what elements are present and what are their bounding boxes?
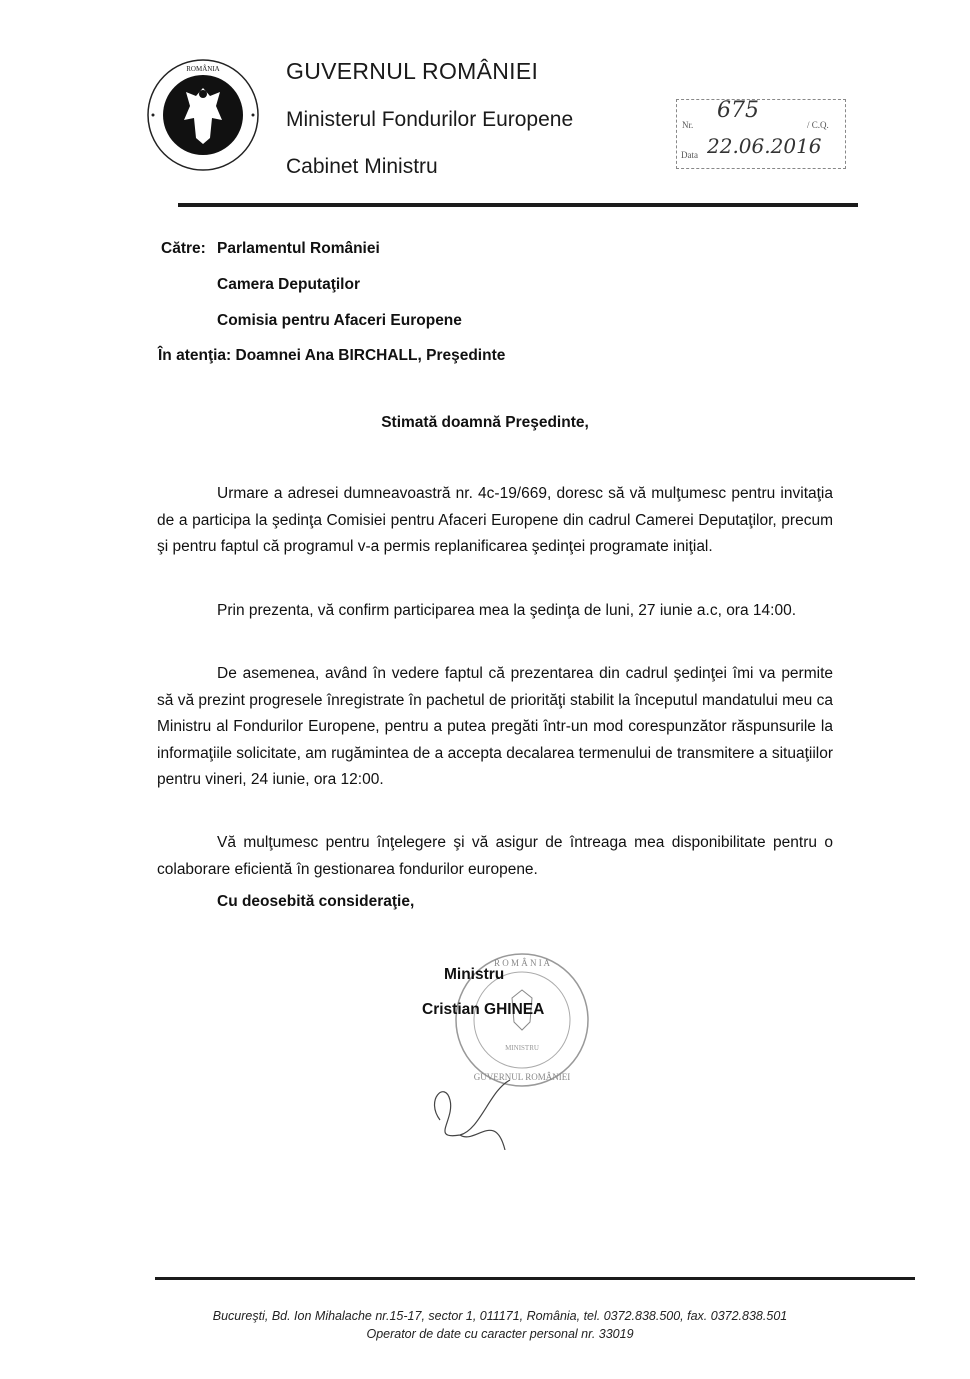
- salutation: Stimată doamnă Preşedinte,: [381, 414, 589, 431]
- registration-suffix: / C.Q.: [807, 120, 829, 130]
- footer-address: Bucureşti, Bd. Ion Mihalache nr.15-17, sector 1, 011171, România, tel. 0372.838.500, fax. 0372.838.501: [212, 1309, 788, 1323]
- ministry-logo-seal-icon: [146, 58, 260, 172]
- date-label: Data: [681, 150, 698, 160]
- government-heading: GUVERNUL ROMÂNIEI: [286, 58, 539, 84]
- signatory-title: Ministru: [444, 966, 505, 983]
- body-paragraph-1: Urmare a adresei dumneavoastră nr. 4c-19/669, doresc să vă mulţumesc pentru invitaţia de a participa la şedinţa Comisiei pentru Afaceri Europene din cadrul Camerei Deputaţilor, precum şi pentru faptul că programul v-a permis replanificarea şedinţei programate iniţial.: [157, 485, 833, 556]
- recipient-line-2: Camera Deputaţilor: [217, 276, 360, 293]
- footer-divider: [155, 1277, 915, 1280]
- body-paragraph-2: Prin prezenta, vă confirm participarea mea la şedinţa de luni, 27 iunie a.c, ora 14:00.: [217, 602, 796, 619]
- svg-text:R O M Â N I A: R O M Â N I A: [493, 958, 551, 968]
- attention-line: În atenţia: Doamnei Ana BIRCHALL, Preşedinte: [158, 347, 506, 364]
- office-heading: Cabinet Ministru: [286, 155, 438, 178]
- registration-stamp: [676, 99, 846, 169]
- handwritten-signature-icon: [420, 1050, 540, 1150]
- nr-label: Nr.: [682, 120, 694, 130]
- body-paragraph-4: Vă mulţumesc pentru înţelegere şi vă asigur de întreaga mea disponibilitate pentru o colaborare eficientă în gestionarea fondurilor europene.: [157, 834, 833, 878]
- recipient-line-1: Parlamentul României: [217, 240, 380, 257]
- registration-number: 675: [717, 98, 759, 123]
- svg-text:MINISTRU: MINISTRU: [505, 1044, 539, 1052]
- body-paragraph-3: De asemenea, având în vedere faptul că prezentarea din cadrul şedinţei îmi va permite să vă prezint progresele înregistrate în pachetul de priorităţi stabilit la începutul mandatului meu ca Ministru al Fondurilor Europene, pentru a putea pregăti într-un mod corespunzător răspunsurile la informaţiile solicitate, am rugămintea de a accepta decalarea termenului de transmitere a situaţiilor pentru vineri, 24 iunie, ora 12:00.: [157, 665, 833, 789]
- svg-text:ROMÂNIA: ROMÂNIA: [186, 65, 220, 73]
- closing-formula: Cu deosebită consideraţie,: [217, 893, 415, 910]
- registration-date: 22.06.2016: [707, 134, 822, 158]
- to-label: Către:: [161, 240, 206, 257]
- signatory-name: Cristian GHINEA: [422, 1001, 545, 1018]
- recipient-line-3: Comisia pentru Afaceri Europene: [217, 312, 462, 329]
- footer-operator: Operator de date cu caracter personal nr. 33019: [366, 1327, 634, 1341]
- ministry-heading: Ministerul Fondurilor Europene: [286, 108, 574, 131]
- svg-text:GUVERNUL ROMÂNIEI: GUVERNUL ROMÂNIEI: [473, 1072, 571, 1082]
- header-divider: [178, 203, 858, 207]
